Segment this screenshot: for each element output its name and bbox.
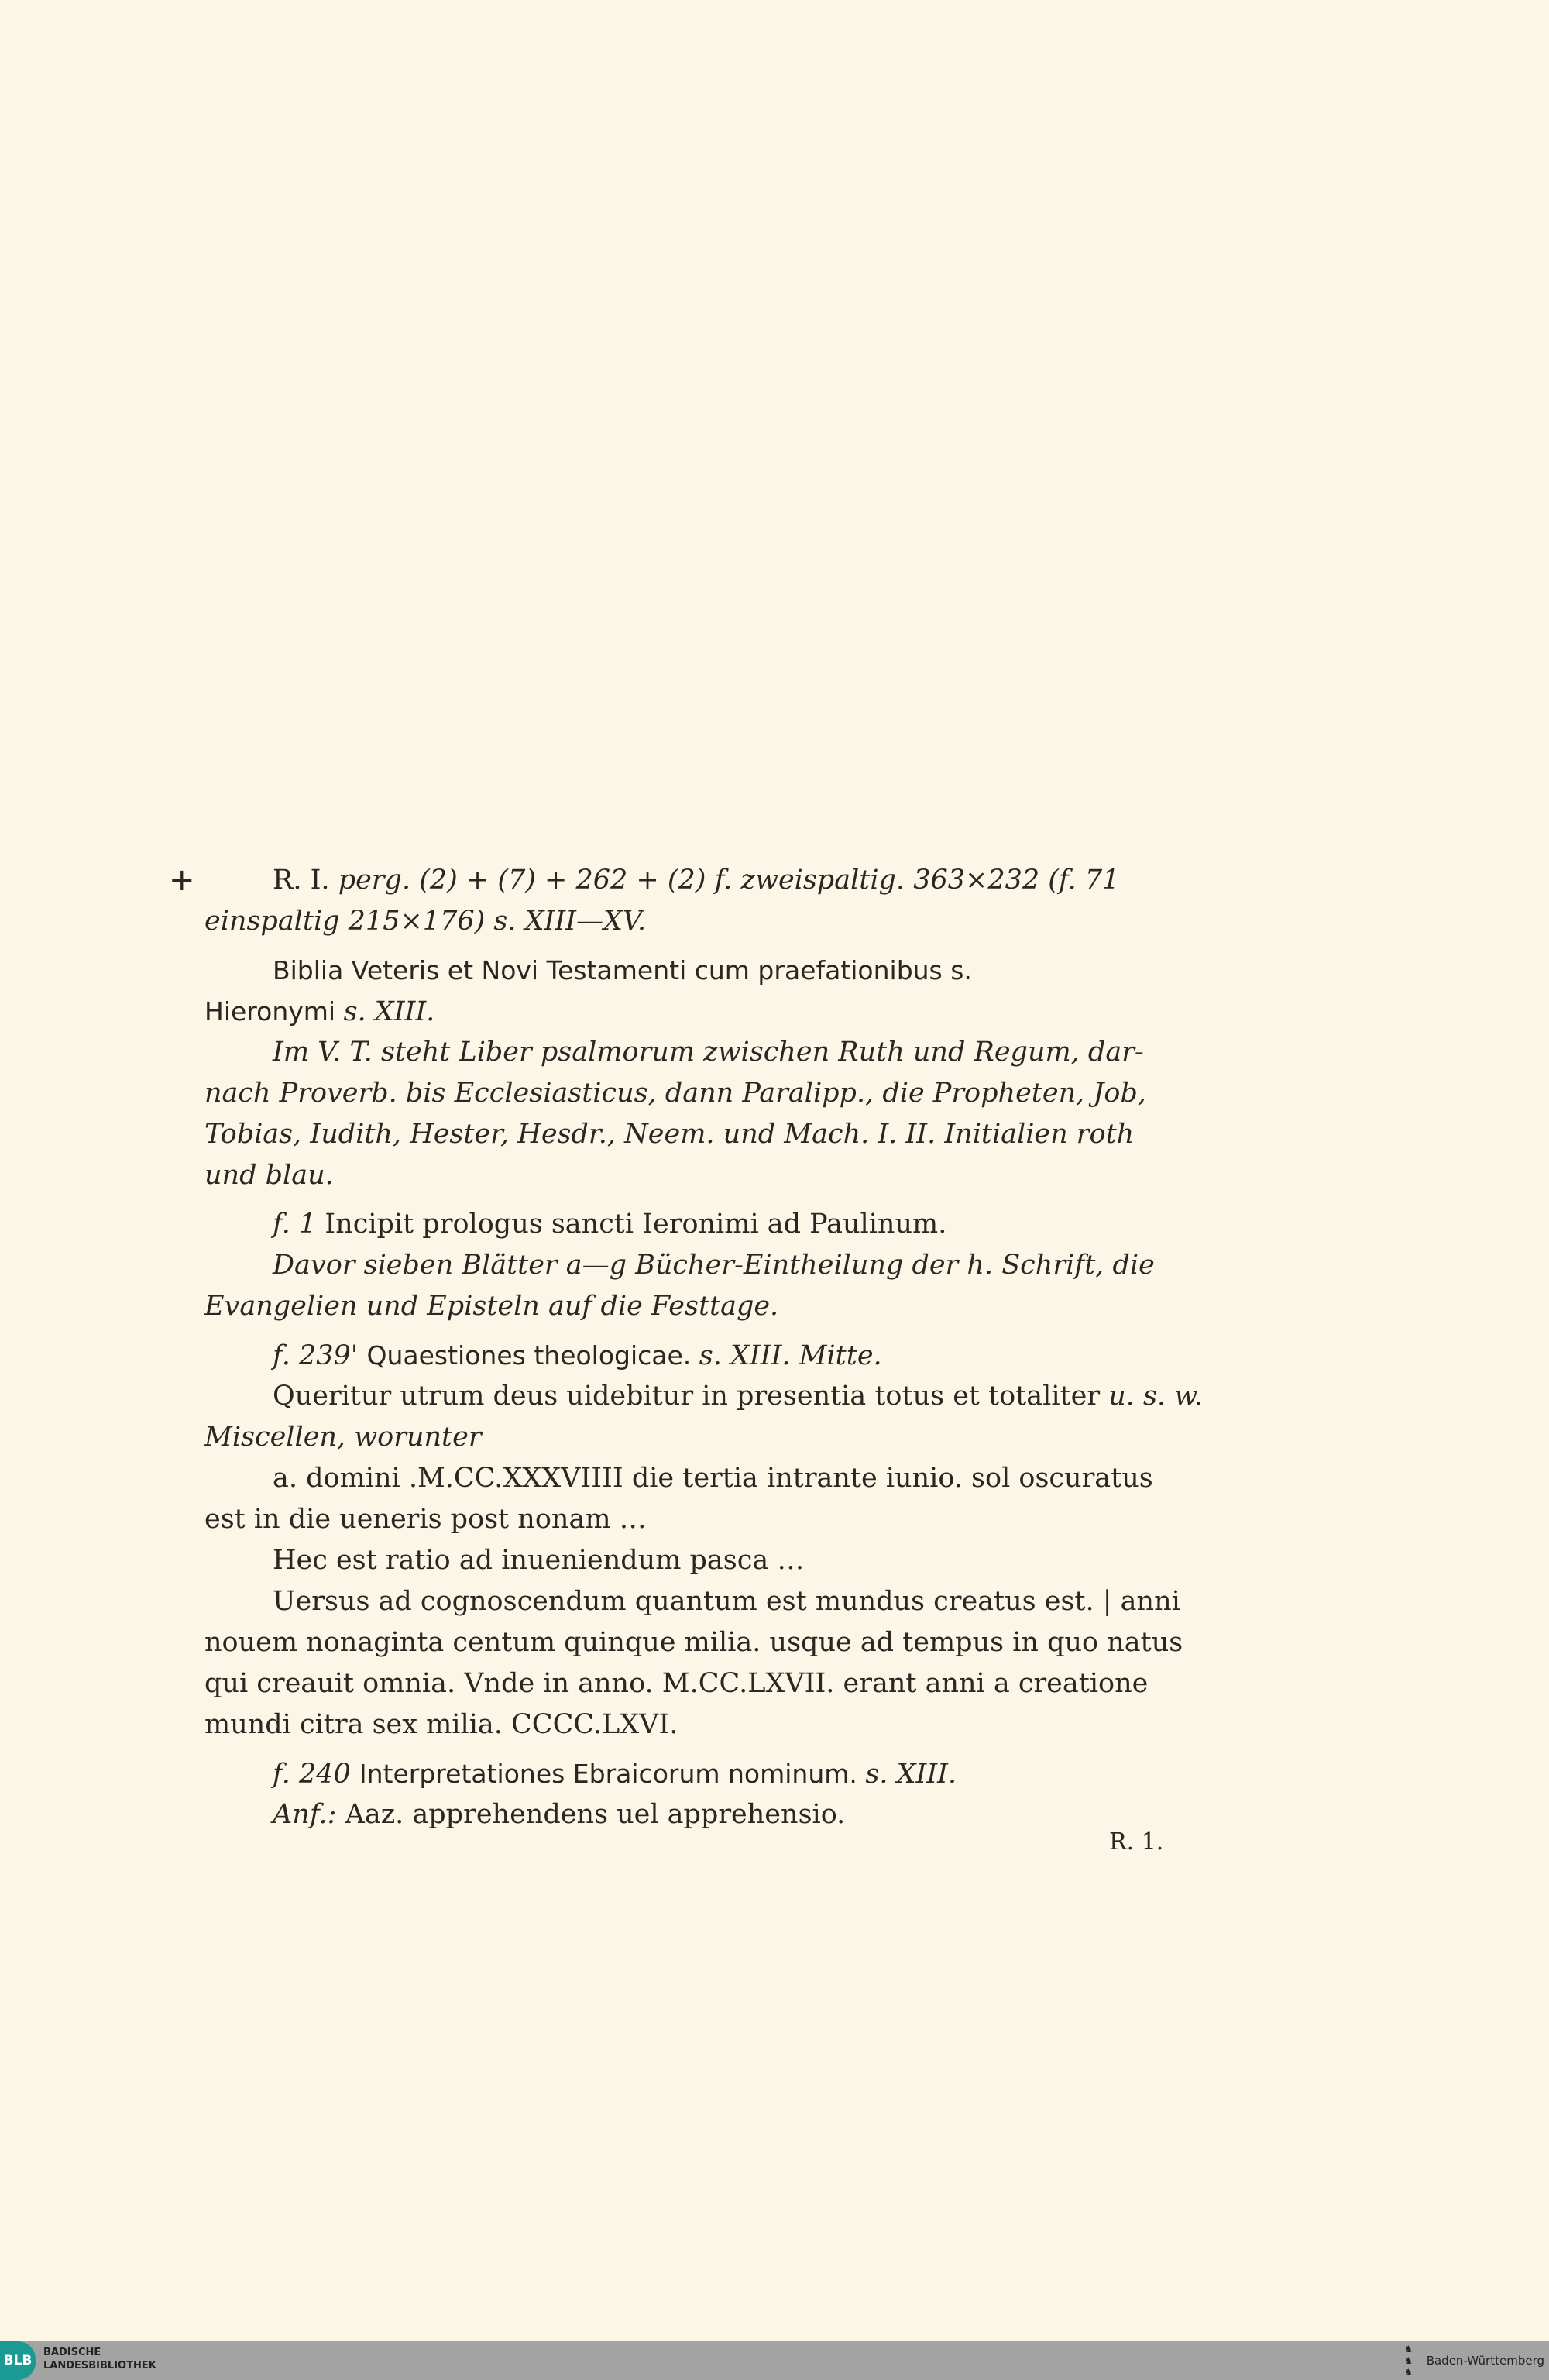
- note-line: [204, 1417, 1197, 1458]
- marginal-cross-mark: +: [169, 862, 195, 898]
- note-line: [204, 1114, 1197, 1155]
- page-number: R. 1.: [1109, 1828, 1164, 1856]
- incipit-line: [204, 1794, 1197, 1835]
- text-run: Interpretationes Ebraicorum nominum.: [359, 1759, 866, 1789]
- entry-title-line: [204, 950, 1197, 991]
- text-run: und blau.: [204, 1160, 334, 1191]
- note-line: [204, 1286, 1197, 1327]
- folio-line: [204, 1335, 1197, 1376]
- text-run: s. XIII. Mitte.: [699, 1340, 882, 1371]
- note-line: [204, 1073, 1197, 1114]
- text-run: Quaestiones theologicae.: [366, 1340, 699, 1371]
- text-line: [204, 1540, 1197, 1581]
- text-run: Biblia Veteris et Novi Testamenti cum praefationibus s.: [273, 955, 972, 985]
- line-part: [273, 865, 1119, 896]
- catalog-entry: [169, 860, 1204, 1835]
- text-run: f. 240: [273, 1759, 359, 1790]
- text-run: Miscellen, worunter: [204, 1422, 482, 1453]
- text-run: est in die ueneris post nonam …: [204, 1504, 647, 1535]
- baden-wuerttemberg-text: Baden-Württemberg: [1426, 2354, 1544, 2368]
- text-run: s. XIII.: [865, 1759, 957, 1790]
- blb-logo-line2: LANDESBIBLIOTHEK: [43, 2360, 156, 2371]
- text-run: Queritur utrum deus uidebitur in presentia totus et totaliter: [273, 1381, 1109, 1412]
- text-line: [204, 1663, 1197, 1704]
- baden-wuerttemberg-logo[interactable]: [1397, 2341, 1544, 2380]
- text-run: Uersus ad cognoscendum quantum est mundus creatus est. | anni: [273, 1586, 1180, 1617]
- entry-title-line-2: [204, 991, 1197, 1032]
- text-run: perg. (2) + (7) + 262 + (2) f. zweispaltig. 363×232 (f. 71: [338, 865, 1120, 896]
- text-run: Aaz. apprehendens uel apprehensio.: [345, 1799, 846, 1830]
- text-line: [204, 1704, 1197, 1745]
- text-run: Evangelien und Episteln auf die Festtage.: [204, 1291, 779, 1322]
- text-run: einspaltig 215×176) s. XIII—XV.: [204, 906, 647, 937]
- text-run: Davor sieben Blätter a—g Bücher-Eintheilung der h. Schrift, die: [273, 1250, 1155, 1281]
- text-run: f. 239': [273, 1340, 367, 1371]
- entry-line-1: [169, 860, 1197, 901]
- blb-logo-icon[interactable]: BLB: [0, 2341, 36, 2380]
- blb-logo-line1: BADISCHE: [43, 2347, 101, 2358]
- text-line: [204, 1622, 1197, 1663]
- text-run: Incipit prologus sancti Ieronimi ad Paulinum.: [325, 1209, 947, 1240]
- text-line: [204, 1458, 1197, 1499]
- folio-line: [204, 1204, 1197, 1245]
- text-run: s. XIII.: [343, 996, 435, 1027]
- text-run: R.: [273, 865, 311, 896]
- text-run: Anf.:: [273, 1799, 345, 1830]
- text-run: I.: [310, 865, 338, 896]
- text-line: [204, 1499, 1197, 1540]
- note-line: [204, 1245, 1197, 1286]
- text-run: Hec est ratio ad inueniendum pasca …: [273, 1545, 805, 1576]
- text-run: a. domini .M.CC.XXXVIIII die tertia intrante iunio. sol oscuratus: [273, 1463, 1153, 1494]
- incipit-line: [204, 1376, 1204, 1417]
- footer-bar: [0, 2341, 1549, 2380]
- note-line: [204, 1032, 1197, 1073]
- three-lions-icon: ♞ ♞ ♞: [1404, 2343, 1413, 2378]
- text-run: mundi citra sex milia. CCCC.LXVI.: [204, 1709, 678, 1740]
- text-run: f. 1: [273, 1209, 325, 1240]
- text-run: nach Proverb. bis Ecclesiasticus, dann Paralipp., die Propheten, Job,: [204, 1078, 1146, 1109]
- text-run: Im V. T. steht Liber psalmorum zwischen Ruth und Regum, dar-: [273, 1037, 1144, 1068]
- text-line: [204, 1581, 1197, 1622]
- blb-logo-text[interactable]: [43, 2346, 156, 2372]
- text-run: Hieronymi: [204, 996, 344, 1027]
- folio-line: [204, 1753, 1197, 1794]
- text-run: u. s. w.: [1108, 1381, 1204, 1412]
- text-run: Tobias, Iudith, Hester, Hesdr., Neem. und Mach. I. II. Initialien roth: [204, 1119, 1135, 1150]
- text-run: nouem nonaginta centum quinque milia. usque ad tempus in quo natus: [204, 1627, 1183, 1658]
- entry-line-2: [204, 901, 1197, 942]
- text-run: qui creauit omnia. Vnde in anno. M.CC.LXVII. erant anni a creatione: [204, 1668, 1149, 1699]
- note-line: [204, 1155, 1197, 1196]
